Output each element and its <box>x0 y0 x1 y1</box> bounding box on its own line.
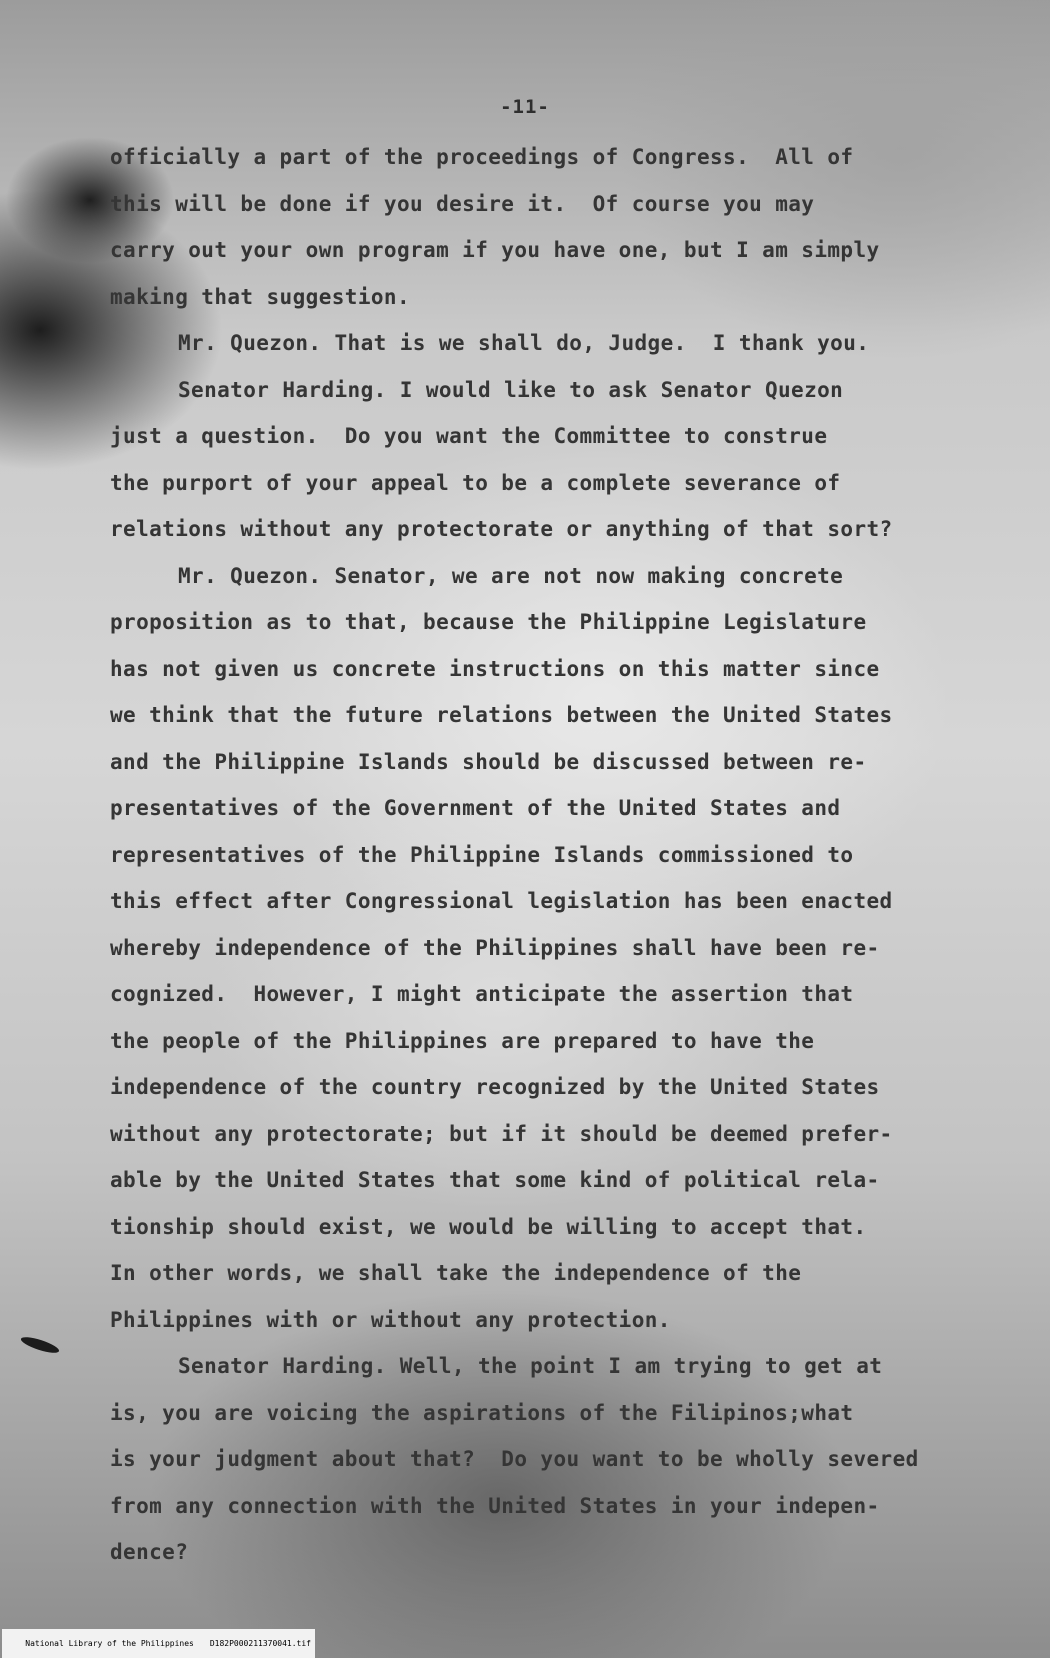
text-line: presentatives of the Government of the United States and <box>110 796 841 820</box>
text-line: without any protectorate; but if it should be deemed prefer- <box>110 1121 893 1146</box>
text-line: this will be done if you desire it. Of course you may <box>110 191 815 216</box>
text-line: Senator Harding. Well, the point I am trying to get at <box>178 1354 883 1378</box>
text-line: Senator Harding. I would like to ask Senator Quezon <box>178 377 844 402</box>
transcript-body <box>110 134 1010 1576</box>
text-line: from any connection with the United States in your indepen- <box>110 1493 880 1518</box>
text-line: In other words, we shall take the independence of the <box>110 1261 802 1285</box>
text-line: has not given us concrete instructions on this matter since <box>110 656 880 681</box>
text-line: making that suggestion. <box>110 284 410 309</box>
text-line: tionship should exist, we would be willing to accept that. <box>110 1214 867 1239</box>
scan-footer <box>2 1629 315 1658</box>
text-line: is, you are voicing the aspirations of the Filipinos;what <box>110 1400 854 1425</box>
text-line: officially a part of the proceedings of Congress. All of <box>110 145 854 169</box>
text-line: Philippines with or without any protection. <box>110 1307 671 1332</box>
text-line: we think that the future relations between the United States <box>110 703 893 727</box>
text-line: cognized. However, I might anticipate the assertion that <box>110 982 854 1006</box>
text-line: representatives of the Philippine Islands commissioned to <box>110 842 854 867</box>
page-number: -11- <box>500 96 550 118</box>
footer-file: D182P000211370041.tif <box>209 1639 311 1648</box>
text-line: independence of the country recognized by the United States <box>110 1075 880 1099</box>
ink-smudge <box>19 1334 60 1356</box>
footer-source: National Library of the Philippines <box>25 1639 194 1648</box>
text-line: able by the United States that some kind of political rela- <box>110 1168 880 1192</box>
text-line: proposition as to that, because the Philippine Legislature <box>110 610 867 634</box>
text-line: the purport of your appeal to be a complete severance of <box>110 470 841 495</box>
text-line: carry out your own program if you have one, but I am simply <box>110 238 880 262</box>
text-line: this effect after Congressional legislation has been enacted <box>110 889 893 913</box>
text-line: relations without any protectorate or anything of that sort? <box>110 517 893 541</box>
text-line: is your judgment about that? Do you want to be wholly severed <box>110 1447 919 1471</box>
text-line: whereby independence of the Philippines shall have been re- <box>110 935 880 960</box>
text-line: and the Philippine Islands should be discussed between re- <box>110 749 867 774</box>
text-line: the people of the Philippines are prepared to have the <box>110 1028 815 1053</box>
text-line: Mr. Quezon. Senator, we are not now making concrete <box>178 563 844 588</box>
text-line: dence? <box>110 1540 189 1564</box>
text-line: just a question. Do you want the Committee to construe <box>110 424 828 448</box>
text-line: Mr. Quezon. That is we shall do, Judge. I thank you. <box>178 331 870 355</box>
